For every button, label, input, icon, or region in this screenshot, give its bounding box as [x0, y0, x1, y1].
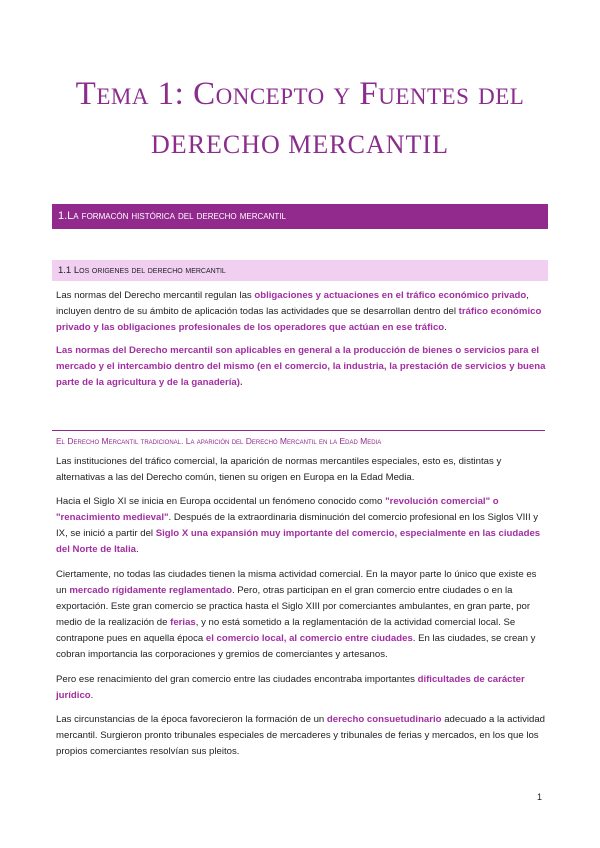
paragraph-7-text: Las circunstancias de la época favorecieron la formación de un: [56, 714, 327, 725]
paragraph-5-text: . Pero, otras participan en el gran comercio entre ciudades o en la exportación. Este gran comercio se practica hasta el Siglo XIII por comerciantes ambulantes, en gran parte, por medio de la realización de: [56, 585, 531, 628]
paragraph-6-text: .: [90, 690, 94, 701]
paragraph-5-highlight: el comercio local, al comercio entre ciudades: [205, 633, 413, 644]
paragraph-7-text: adecuado a la actividad mercantil. Surgieron pronto tribunales especiales de mercaderes y tribunales de ferias y mercados, en los que los propios comerciantes resolvían sus pleitos.: [56, 714, 546, 757]
subsection-heading: 1.1 Los origenes del derecho mercantil: [52, 260, 548, 281]
section-divider: [52, 430, 545, 431]
paragraph-1-highlight: obligaciones y actuaciones en el tráfico económico privado: [254, 290, 527, 301]
paragraph-4-highlight: Siglo X una expansión muy importante del comercio, especialmente en las ciudades del Norte de Italia: [56, 528, 541, 555]
paragraph-1-text: , incluyen dentro de su ámbito de aplicación todas las actividades que se desarrollan dentro del: [56, 290, 529, 317]
document-title-line1: Tema 1: Concepto y Fuentes del: [75, 76, 525, 112]
paragraph-5-highlight: ferias: [170, 617, 196, 628]
paragraph-5-text: , y no está sometido a la reglamentación de la actividad comercial local. Se contrapone pues en aquella época: [56, 617, 516, 644]
paragraph-5-text: . En las ciudades, se crean y cobran importancia las corporaciones y gremios de comerciantes y artesanos.: [56, 633, 536, 660]
paragraph-4-text: Hacia el Siglo XI se inicia en Europa occidental un fenómeno conocido como: [56, 496, 386, 507]
paragraph-6: [56, 672, 546, 704]
paragraph-7: [56, 712, 546, 760]
paragraph-6-text: Pero ese renacimiento del gran comercio entre las ciudades encontraba importantes: [56, 674, 418, 685]
section-heading: 1.La formacón histórica del derecho mercantil: [52, 204, 548, 229]
paragraph-1-highlight: tráfico económico privado y las obligaciones profesionales de los operadores que actúan en ese tráfico: [56, 306, 542, 333]
paragraph-1: [56, 288, 546, 336]
paragraph-1-text: .: [444, 322, 447, 333]
paragraph-6-highlight: dificultades de carácter jurídico: [56, 674, 525, 701]
paragraph-4-text: .: [135, 544, 139, 555]
paragraph-4-text: . Después de la extraordinaria disminución del comercio profesional en los Siglos VIII y IX, se inició a partir del: [56, 512, 539, 539]
paragraph-5-text: Ciertamente, no todas las ciudades tienen la misma actividad comercial. En la mayor parte lo único que existe es un: [56, 569, 537, 596]
page-number: 1: [537, 792, 543, 802]
subsection-heading-2: El Derecho Mercantil tradicional. La aparición del Derecho Mercantil en la Edad Media: [56, 436, 382, 446]
paragraph-7-highlight: derecho consuetudinario: [326, 714, 442, 725]
paragraph-5-highlight: mercado rígidamente reglamentado: [69, 585, 232, 596]
paragraph-4: [56, 494, 546, 558]
paragraph-2: Las normas del Derecho mercantil son aplicables en general a la producción de bienes o servicios para el mercado y el intercambio dentro del mismo (en el comercio, la industria, la prestación de servicios y buena parte de la agricultura y de la ganadería).: [56, 345, 546, 388]
paragraph-4-highlight: "revolución comercial" o "renacimiento medieval": [56, 496, 499, 523]
paragraph-1-text: Las normas del Derecho mercantil regulan las: [56, 290, 255, 301]
paragraph-5: [56, 567, 546, 663]
paragraph-3: Las instituciones del tráfico comercial, la aparición de normas mercantiles especiales, esto es, distintas y alternativas a las del Derecho común, tienen su origen en Europa en la Edad Media.: [56, 456, 502, 483]
document-title-line2: DERECHO MERCANTIL: [151, 130, 449, 159]
